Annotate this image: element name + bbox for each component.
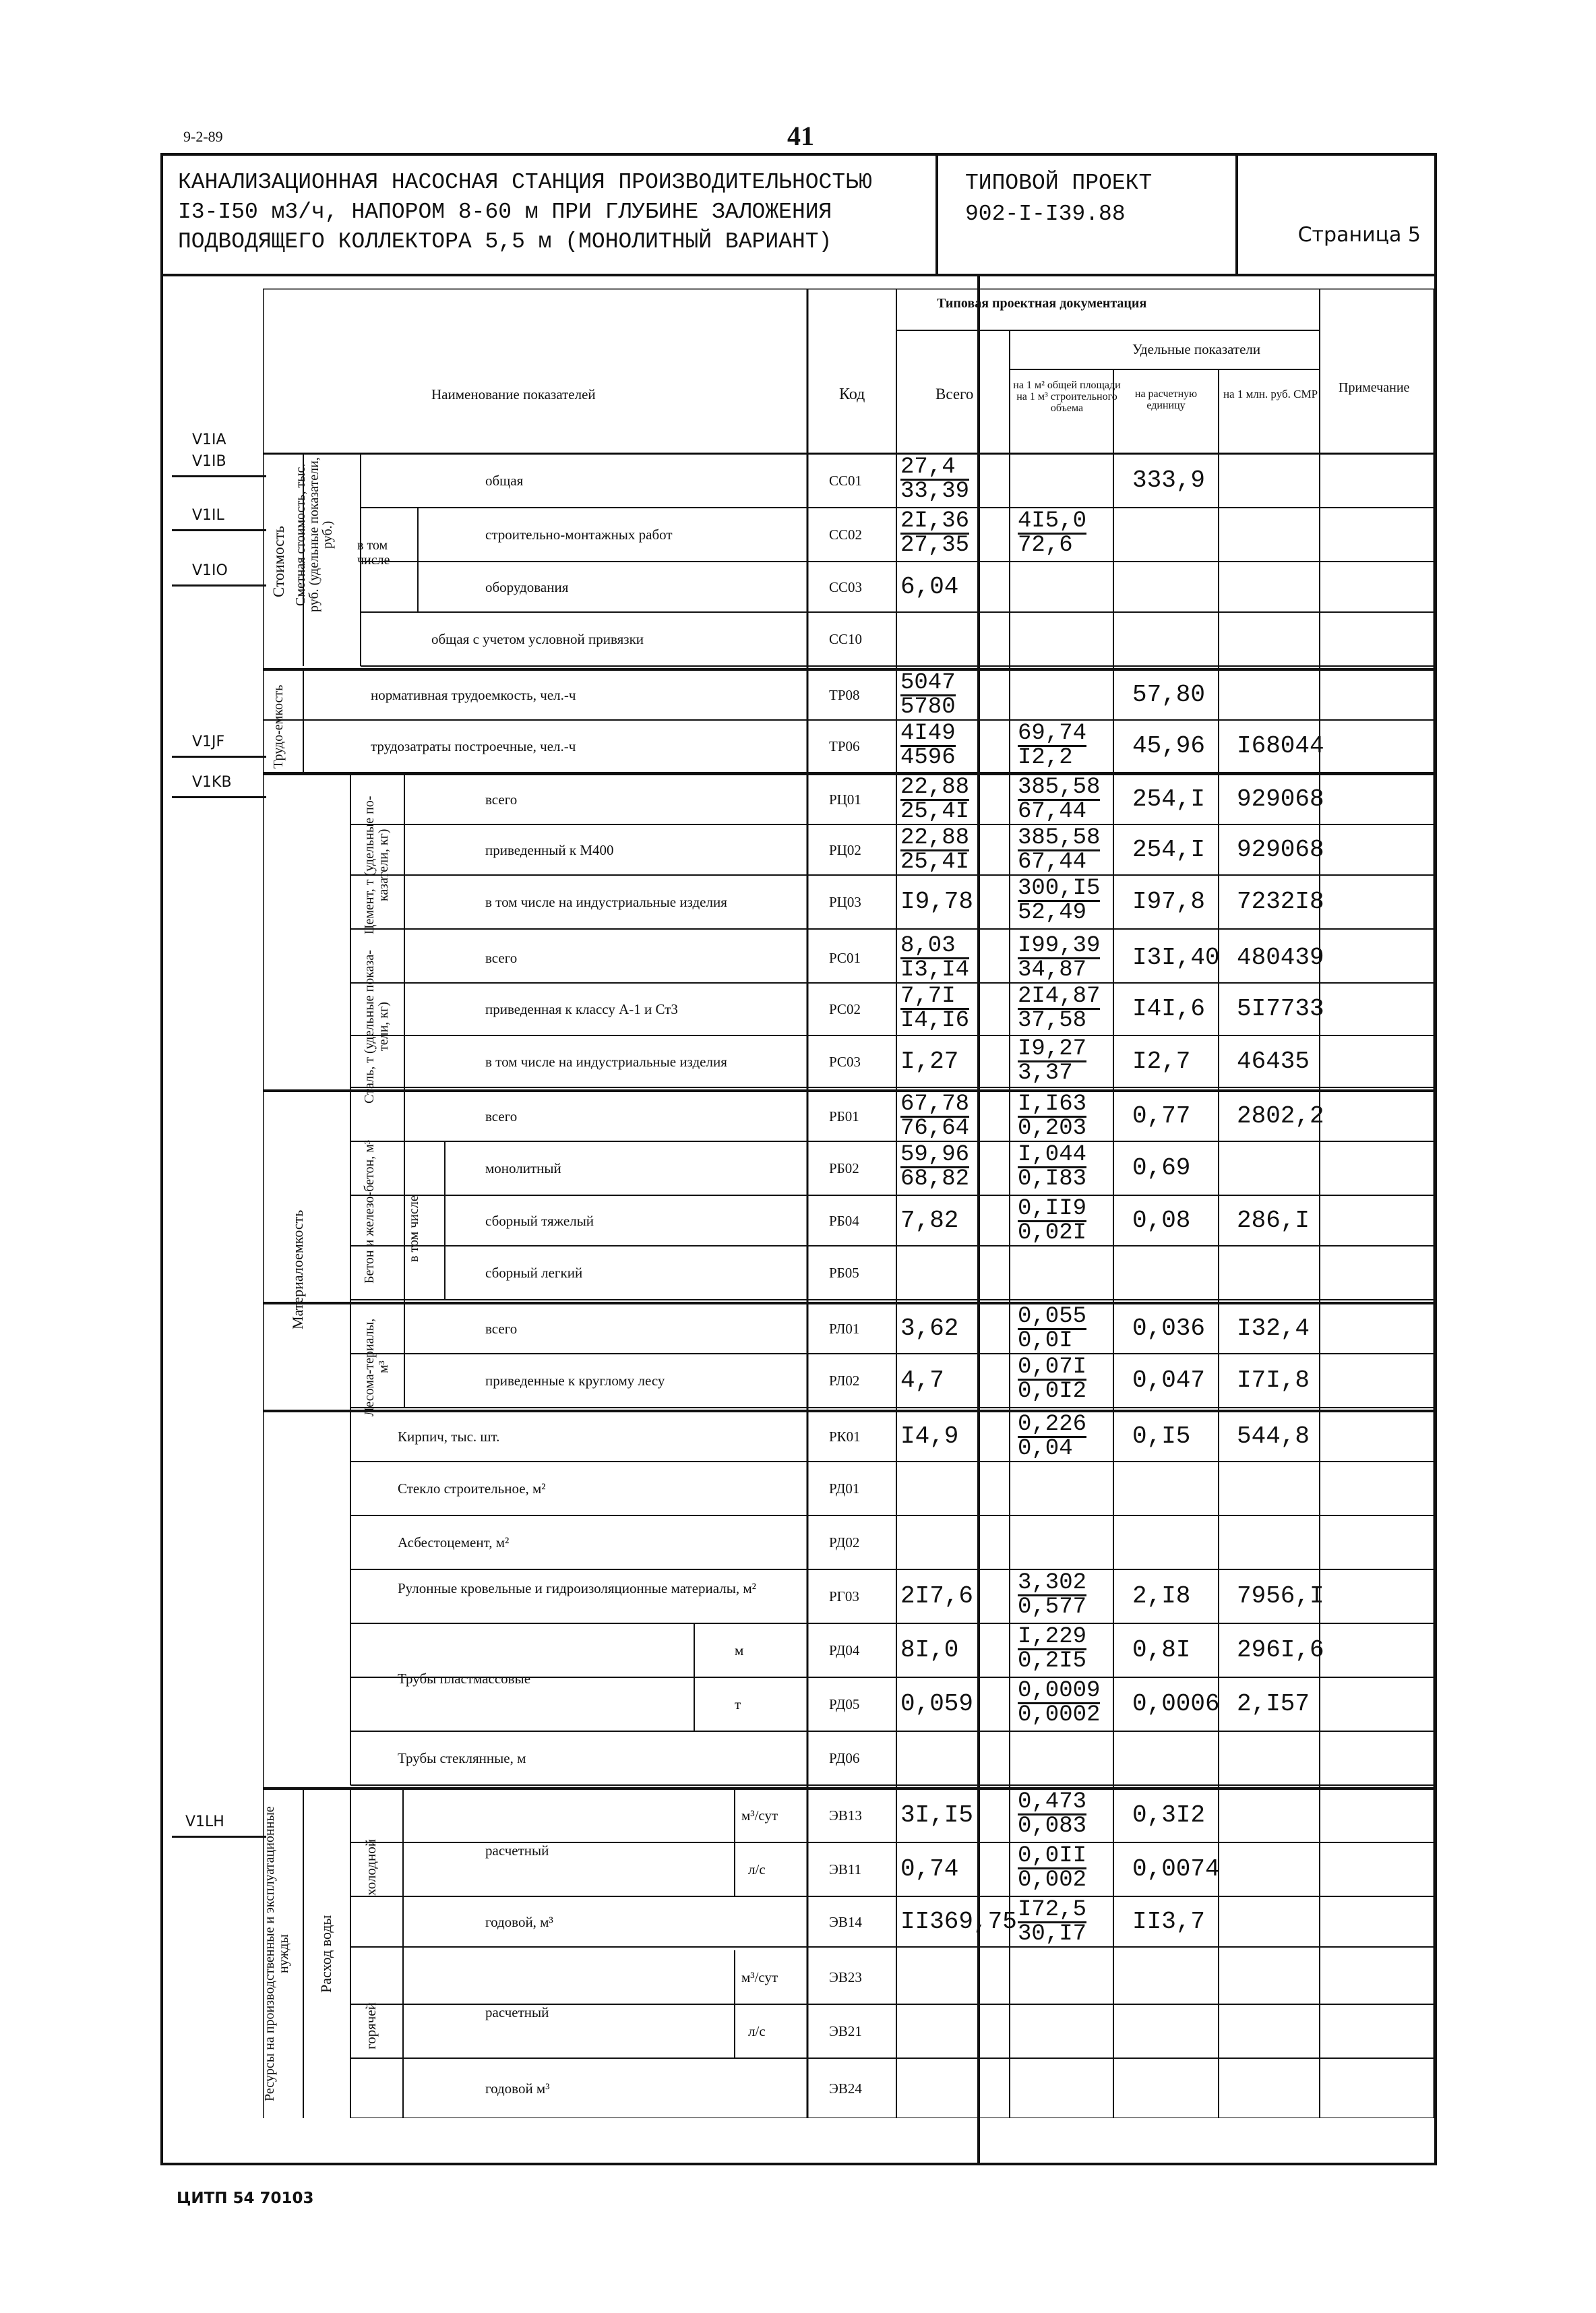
- fraction-numerator: 7,7I: [900, 986, 969, 1010]
- row-code: РД04: [829, 1642, 860, 1658]
- row-label: Рулонные кровельные и гидроизоляционные материалы, м²: [398, 1580, 756, 1596]
- value-per-mln: 544,8: [1237, 1422, 1310, 1450]
- fraction-numerator: 69,74: [1018, 721, 1087, 746]
- value-per-mln: I32,4: [1237, 1314, 1310, 1342]
- fraction-numerator: 0,226: [1018, 1412, 1087, 1437]
- page-number: 41: [787, 121, 814, 151]
- indicators-table: [263, 289, 1434, 2118]
- fraction-numerator: 2I,36: [900, 508, 970, 534]
- fraction-denominator: I3,I4: [900, 957, 970, 983]
- value-per-unit: 2,I8: [1132, 1582, 1191, 1610]
- marker: V1IL: [172, 507, 266, 531]
- col-specific-header: Удельные показатели: [1132, 341, 1261, 357]
- row-code: РК01: [829, 1428, 861, 1445]
- fraction-numerator: 385,58: [1018, 775, 1101, 800]
- value-per-area: [1018, 1791, 1086, 1837]
- fraction-numerator: 2I4,87: [1018, 984, 1101, 1009]
- value-total: [900, 986, 969, 1031]
- fraction-numerator: 27,4: [900, 456, 969, 481]
- project-line: ТИПОВОЙ ПРОЕКТ: [965, 171, 1153, 196]
- value-per-area: [1018, 1845, 1086, 1891]
- fraction-denominator: 72,6: [1018, 533, 1073, 558]
- row-label: Кирпич, тыс. шт.: [398, 1428, 500, 1445]
- row-label: л/с: [748, 1861, 766, 1878]
- value-per-area: [1018, 1572, 1086, 1618]
- col-code-header: Код: [839, 386, 865, 403]
- series-code: 9-2-89: [183, 128, 223, 145]
- calc-label: расчетный: [485, 1842, 549, 1859]
- value-total: I9,78: [900, 888, 974, 915]
- fraction-denominator: 3,37: [1018, 1060, 1073, 1086]
- fraction-denominator: I2,2: [1018, 745, 1073, 771]
- value-total: [900, 777, 969, 822]
- fraction-denominator: 0,02I: [1018, 1220, 1087, 1246]
- row-code: ЭВ24: [829, 2080, 862, 2097]
- group-cost-sub: Сметная стоимость, тыс. руб. (удельные показатели, руб.): [293, 457, 335, 612]
- value-per-mln: 480439: [1237, 943, 1324, 971]
- value-total: 6,04: [900, 572, 959, 601]
- value-total: 4,7: [900, 1366, 944, 1394]
- value-total: [900, 723, 956, 769]
- row-label: оборудования: [485, 578, 569, 595]
- row-code: РС02: [829, 1001, 861, 1017]
- row-label: общая с учетом условной привязки: [431, 631, 644, 647]
- row-code: ЭВ23: [829, 1969, 862, 1985]
- row-code: ТР08: [829, 686, 860, 703]
- page-cell: [1238, 156, 1434, 274]
- row-label: Трубы стеклянные, м: [398, 1750, 526, 1766]
- value-per-area: [1018, 1198, 1086, 1244]
- fraction-numerator: 22,88: [900, 825, 970, 851]
- fraction-numerator: 4I49: [900, 721, 956, 746]
- value-per-unit: 0,0074: [1132, 1855, 1220, 1883]
- value-per-unit: 0,8I: [1132, 1636, 1191, 1664]
- table-grid: [263, 289, 1434, 2118]
- row-code: РБ02: [829, 1160, 859, 1176]
- fraction-denominator: 0,I83: [1018, 1166, 1087, 1192]
- value-total: 7,82: [900, 1206, 959, 1234]
- value-per-area: [1018, 1626, 1086, 1672]
- value-per-area: [1018, 723, 1086, 769]
- row-label: сборный легкий: [485, 1265, 583, 1281]
- value-total: 3,62: [900, 1314, 959, 1342]
- marker: V1KB: [172, 774, 266, 798]
- fraction-denominator: 76,64: [900, 1116, 970, 1141]
- fraction-numerator: I,044: [1018, 1142, 1087, 1168]
- row-label: строительно-монтажных работ: [485, 527, 673, 543]
- col-group-header: Типовая проектная документация: [937, 296, 1147, 311]
- value-per-unit: 0,3I2: [1132, 1801, 1206, 1829]
- row-code: РЛ02: [829, 1373, 860, 1389]
- value-per-area: [1018, 1038, 1086, 1084]
- row-label: всего: [485, 1108, 518, 1124]
- fraction-numerator: I9,27: [1018, 1036, 1087, 1062]
- row-label: т: [735, 1696, 741, 1712]
- row-code: РС01: [829, 949, 861, 966]
- fraction-numerator: 67,78: [900, 1091, 970, 1117]
- row-code: РГ03: [829, 1588, 859, 1604]
- row-label: Стекло строительное, м²: [398, 1480, 546, 1497]
- value-total: II369,75: [900, 1907, 1017, 1935]
- value-per-unit: 0,69: [1132, 1154, 1191, 1182]
- fraction-denominator: 0,083: [1018, 1813, 1087, 1839]
- value-per-mln: 7956,I: [1237, 1582, 1324, 1610]
- fraction-denominator: 37,58: [1018, 1008, 1087, 1033]
- value-per-unit: 0,0006: [1132, 1690, 1220, 1718]
- row-code: ЭВ11: [829, 1861, 862, 1878]
- group-cost: Стоимость: [270, 526, 287, 597]
- fraction-denominator: 33,39: [900, 479, 970, 504]
- row-code: СС03: [829, 578, 863, 595]
- value-per-unit: 0,047: [1132, 1366, 1206, 1394]
- value-per-unit: I97,8: [1132, 888, 1206, 915]
- value-total: 0,74: [900, 1855, 959, 1883]
- fraction-denominator: 0,002: [1018, 1867, 1087, 1893]
- fraction-numerator: 3,302: [1018, 1570, 1087, 1596]
- row-label: м³/сут: [741, 1969, 778, 1985]
- marker: V1JF: [172, 733, 266, 758]
- row-code: ЭВ21: [829, 2023, 862, 2039]
- fraction-denominator: 0,0002: [1018, 1702, 1101, 1728]
- row-label: общая: [485, 473, 524, 489]
- fraction-numerator: 0,07I: [1018, 1354, 1087, 1380]
- value-per-unit: I2,7: [1132, 1047, 1191, 1075]
- value-per-unit: 57,80: [1132, 680, 1206, 709]
- row-label: трудозатраты построечные, чел.-ч: [371, 738, 576, 754]
- row-label: приведенный к М400: [485, 841, 614, 858]
- value-total: [900, 935, 969, 981]
- value-total: [900, 1093, 969, 1139]
- value-per-area: [1018, 1144, 1086, 1190]
- fraction-denominator: 68,82: [900, 1166, 970, 1192]
- row-code: РЦ03: [829, 894, 861, 910]
- row-label: нормативная трудоемкость, чел.-ч: [371, 686, 576, 703]
- value-per-mln: 46435: [1237, 1047, 1310, 1075]
- row-code: РБ04: [829, 1212, 859, 1229]
- title-block: [160, 153, 1437, 276]
- row-label: м: [735, 1642, 744, 1658]
- row-label: приведенные к круглому лесу: [485, 1373, 665, 1389]
- marker: V1IA: [192, 431, 226, 448]
- row-label: всего: [485, 791, 518, 808]
- marker: V1IB: [172, 453, 266, 477]
- col-per-area-header: на 1 м² общей площади на 1 м³ строительного объема: [1013, 380, 1121, 414]
- fraction-numerator: 0,0II: [1018, 1843, 1087, 1869]
- fraction-denominator: 52,49: [1018, 900, 1087, 926]
- pipes-plastic-label: Трубы пластмассовые: [398, 1671, 531, 1687]
- fraction-numerator: 59,96: [900, 1142, 970, 1168]
- row-code: РБ01: [829, 1108, 859, 1124]
- title-line: КАНАЛИЗАЦИОННАЯ НАСОСНАЯ СТАНЦИЯ ПРОИЗВОДИТЕЛЬНОСТЬЮ: [178, 170, 872, 195]
- row-label: в том числе на индустриальные изделия: [485, 894, 727, 910]
- fraction-numerator: I99,39: [1018, 933, 1101, 959]
- value-per-area: [1018, 1414, 1086, 1460]
- marker: V1IO: [172, 562, 266, 587]
- row-label: монолитный: [485, 1160, 561, 1176]
- fraction-numerator: 22,88: [900, 775, 970, 800]
- value-per-unit: 0,036: [1132, 1314, 1206, 1342]
- fraction-denominator: 4596: [900, 745, 956, 771]
- value-per-mln: 7232I8: [1237, 888, 1324, 915]
- col-per-unit-header: на расчетную единицу: [1134, 388, 1198, 411]
- value-per-area: [1018, 1680, 1100, 1726]
- col-name-header: Наименование показателей: [431, 386, 596, 402]
- row-label: сборный тяжелый: [485, 1212, 594, 1229]
- project-line: 902-I-I39.88: [965, 202, 1126, 227]
- row-label: годовой м³: [485, 2080, 550, 2097]
- value-total: 0,059: [900, 1690, 974, 1718]
- row-label: л/с: [748, 2023, 766, 2039]
- row-code: РБ05: [829, 1265, 859, 1281]
- fraction-numerator: 0,473: [1018, 1789, 1087, 1815]
- frame-right: [1434, 276, 1437, 2164]
- value-per-unit: 0,08: [1132, 1206, 1191, 1234]
- value-per-unit: 45,96: [1132, 732, 1206, 760]
- row-code: ТР06: [829, 738, 860, 754]
- value-per-area: [1018, 878, 1100, 924]
- value-per-mln: 2802,2: [1237, 1102, 1324, 1130]
- value-total: 2I7,6: [900, 1582, 974, 1610]
- value-total: [900, 456, 969, 502]
- value-per-area: [1018, 1093, 1086, 1139]
- fraction-denominator: 0,2I5: [1018, 1648, 1087, 1674]
- fraction-denominator: 30,I7: [1018, 1921, 1087, 1947]
- title-line: ПОДВОДЯЩЕГО КОЛЛЕКТОРА 5,5 м (МОНОЛИТНЫЙ ВАРИАНТ): [178, 229, 832, 254]
- group-hot: горячей: [363, 2002, 379, 2050]
- fraction-denominator: 67,44: [1018, 849, 1087, 875]
- value-total: [900, 672, 956, 718]
- fraction-numerator: 385,58: [1018, 825, 1101, 851]
- value-total: [900, 510, 969, 556]
- value-per-area: [1018, 827, 1100, 873]
- value-per-mln: 929068: [1237, 785, 1324, 813]
- row-code: РЦ01: [829, 791, 861, 808]
- row-code: РД05: [829, 1696, 860, 1712]
- col-note-header: Примечание: [1339, 380, 1410, 395]
- value-per-mln: 2,I57: [1237, 1690, 1310, 1718]
- value-per-unit: 333,9: [1132, 467, 1206, 494]
- incl-label: в том числе: [357, 538, 390, 568]
- value-total: [900, 1144, 969, 1190]
- value-per-unit: 254,I: [1132, 835, 1206, 864]
- value-total: 3I,I5: [900, 1801, 974, 1829]
- group-cement: Цемент, т (удельные по-казатели, кг): [362, 795, 391, 934]
- title: [163, 156, 938, 274]
- row-code: РС03: [829, 1053, 861, 1070]
- fraction-numerator: I,I63: [1018, 1091, 1087, 1117]
- row-code: РЦ02: [829, 841, 861, 858]
- group-water: Расход воды: [317, 1915, 334, 1993]
- row-label: годовой, м³: [485, 1913, 553, 1930]
- row-label: всего: [485, 1320, 518, 1337]
- fraction-numerator: I,229: [1018, 1624, 1087, 1650]
- group-cold: холодной: [363, 1839, 379, 1896]
- value-per-unit: II3,7: [1132, 1907, 1206, 1935]
- row-code: СС02: [829, 527, 863, 543]
- row-label: в том числе на индустриальные изделия: [485, 1053, 727, 1070]
- row-label: м³/сут: [741, 1807, 778, 1824]
- value-per-area: [1018, 1356, 1086, 1402]
- value-per-area: [1018, 935, 1100, 981]
- page-label: Страница 5: [1297, 223, 1421, 247]
- fraction-denominator: 5780: [900, 694, 956, 720]
- fraction-denominator: 67,44: [1018, 799, 1087, 824]
- row-code: РД02: [829, 1534, 860, 1551]
- row-code: ЭВ13: [829, 1807, 862, 1824]
- value-per-area: [1018, 986, 1100, 1031]
- fraction-numerator: 0,0009: [1018, 1678, 1101, 1704]
- value-per-area: [1018, 1899, 1086, 1945]
- marker: V1LH: [172, 1813, 266, 1838]
- value-per-unit: 0,I5: [1132, 1422, 1191, 1450]
- fraction-numerator: 8,03: [900, 935, 969, 959]
- row-label: всего: [485, 949, 518, 966]
- fraction-denominator: 34,87: [1018, 957, 1087, 983]
- fraction-numerator: 0,055: [1018, 1304, 1087, 1329]
- fraction-numerator: 5047: [900, 670, 956, 696]
- row-label: Асбестоцемент, м²: [398, 1534, 510, 1551]
- fraction-numerator: I72,5: [1018, 1897, 1087, 1923]
- project-id: [938, 156, 1238, 274]
- fraction-denominator: 0,577: [1018, 1594, 1087, 1620]
- fraction-numerator: 300,I5: [1018, 876, 1101, 901]
- title-line: I3-I50 м3/ч, НАПОРОМ 8-60 м ПРИ ГЛУБИНЕ ЗАЛОЖЕНИЯ: [178, 200, 832, 224]
- value-per-area: [1018, 777, 1100, 822]
- row-label: приведенная к классу А-1 и Ст3: [485, 1001, 678, 1017]
- value-per-unit: 254,I: [1132, 785, 1206, 813]
- fraction-denominator: 0,203: [1018, 1116, 1087, 1141]
- value-per-area: [1018, 510, 1086, 556]
- value-per-area: [1018, 1306, 1086, 1352]
- group-concrete: Бетон и железо-бетон, м³: [362, 1140, 377, 1284]
- row-code: РД06: [829, 1750, 860, 1766]
- row-code: СС10: [829, 631, 863, 647]
- value-total: I4,9: [900, 1422, 959, 1450]
- fraction-numerator: 0,II9: [1018, 1196, 1087, 1222]
- row-code: ЭВ14: [829, 1913, 862, 1930]
- fraction-numerator: 4I5,0: [1018, 508, 1087, 534]
- fraction-denominator: 0,0I: [1018, 1328, 1073, 1354]
- value-total: I,27: [900, 1047, 959, 1075]
- value-total: [900, 827, 969, 873]
- value-per-unit: I3I,40: [1132, 943, 1220, 971]
- row-code: СС01: [829, 473, 863, 489]
- value-total: 8I,0: [900, 1636, 959, 1664]
- value-per-unit: 0,77: [1132, 1102, 1191, 1130]
- fraction-denominator: 27,35: [900, 533, 970, 558]
- row-code: РЛ01: [829, 1320, 860, 1337]
- col-per-mln-header: на 1 млн. руб. СМР: [1223, 388, 1318, 400]
- calc-label-hot: расчетный: [485, 2004, 549, 2020]
- group-labor: Трудо-емкость: [271, 684, 286, 769]
- fraction-denominator: 25,4I: [900, 799, 970, 824]
- group-resources: Ресурсы на производственные и эксплуатационные нужды: [262, 1806, 291, 2101]
- concrete-incl: в том числе: [406, 1195, 421, 1263]
- value-per-mln: 286,I: [1237, 1206, 1310, 1234]
- value-per-mln: I7I,8: [1237, 1366, 1310, 1394]
- value-per-mln: 929068: [1237, 835, 1324, 864]
- col-total-header: Всего: [935, 386, 974, 402]
- group-timber: Лесома-териалы, м³: [362, 1318, 391, 1416]
- fraction-denominator: 0,0I2: [1018, 1379, 1087, 1404]
- group-steel: Сталь, т (удельные показа-тели, кг): [362, 950, 391, 1104]
- fraction-denominator: I4,I6: [900, 1008, 970, 1033]
- frame-bottom: [160, 2163, 1437, 2165]
- value-per-mln: 296I,6: [1237, 1636, 1324, 1664]
- value-per-mln: I68044: [1237, 732, 1324, 760]
- value-per-mln: 5I7733: [1237, 995, 1324, 1023]
- group-material: Материалоемкость: [289, 1209, 306, 1329]
- value-per-unit: I4I,6: [1132, 995, 1206, 1023]
- footer-code: ЦИТП 54 70103: [177, 2190, 314, 2207]
- fraction-denominator: 0,04: [1018, 1436, 1073, 1462]
- fraction-denominator: 25,4I: [900, 849, 970, 875]
- row-code: РД01: [829, 1480, 860, 1497]
- frame-left: [160, 276, 163, 2164]
